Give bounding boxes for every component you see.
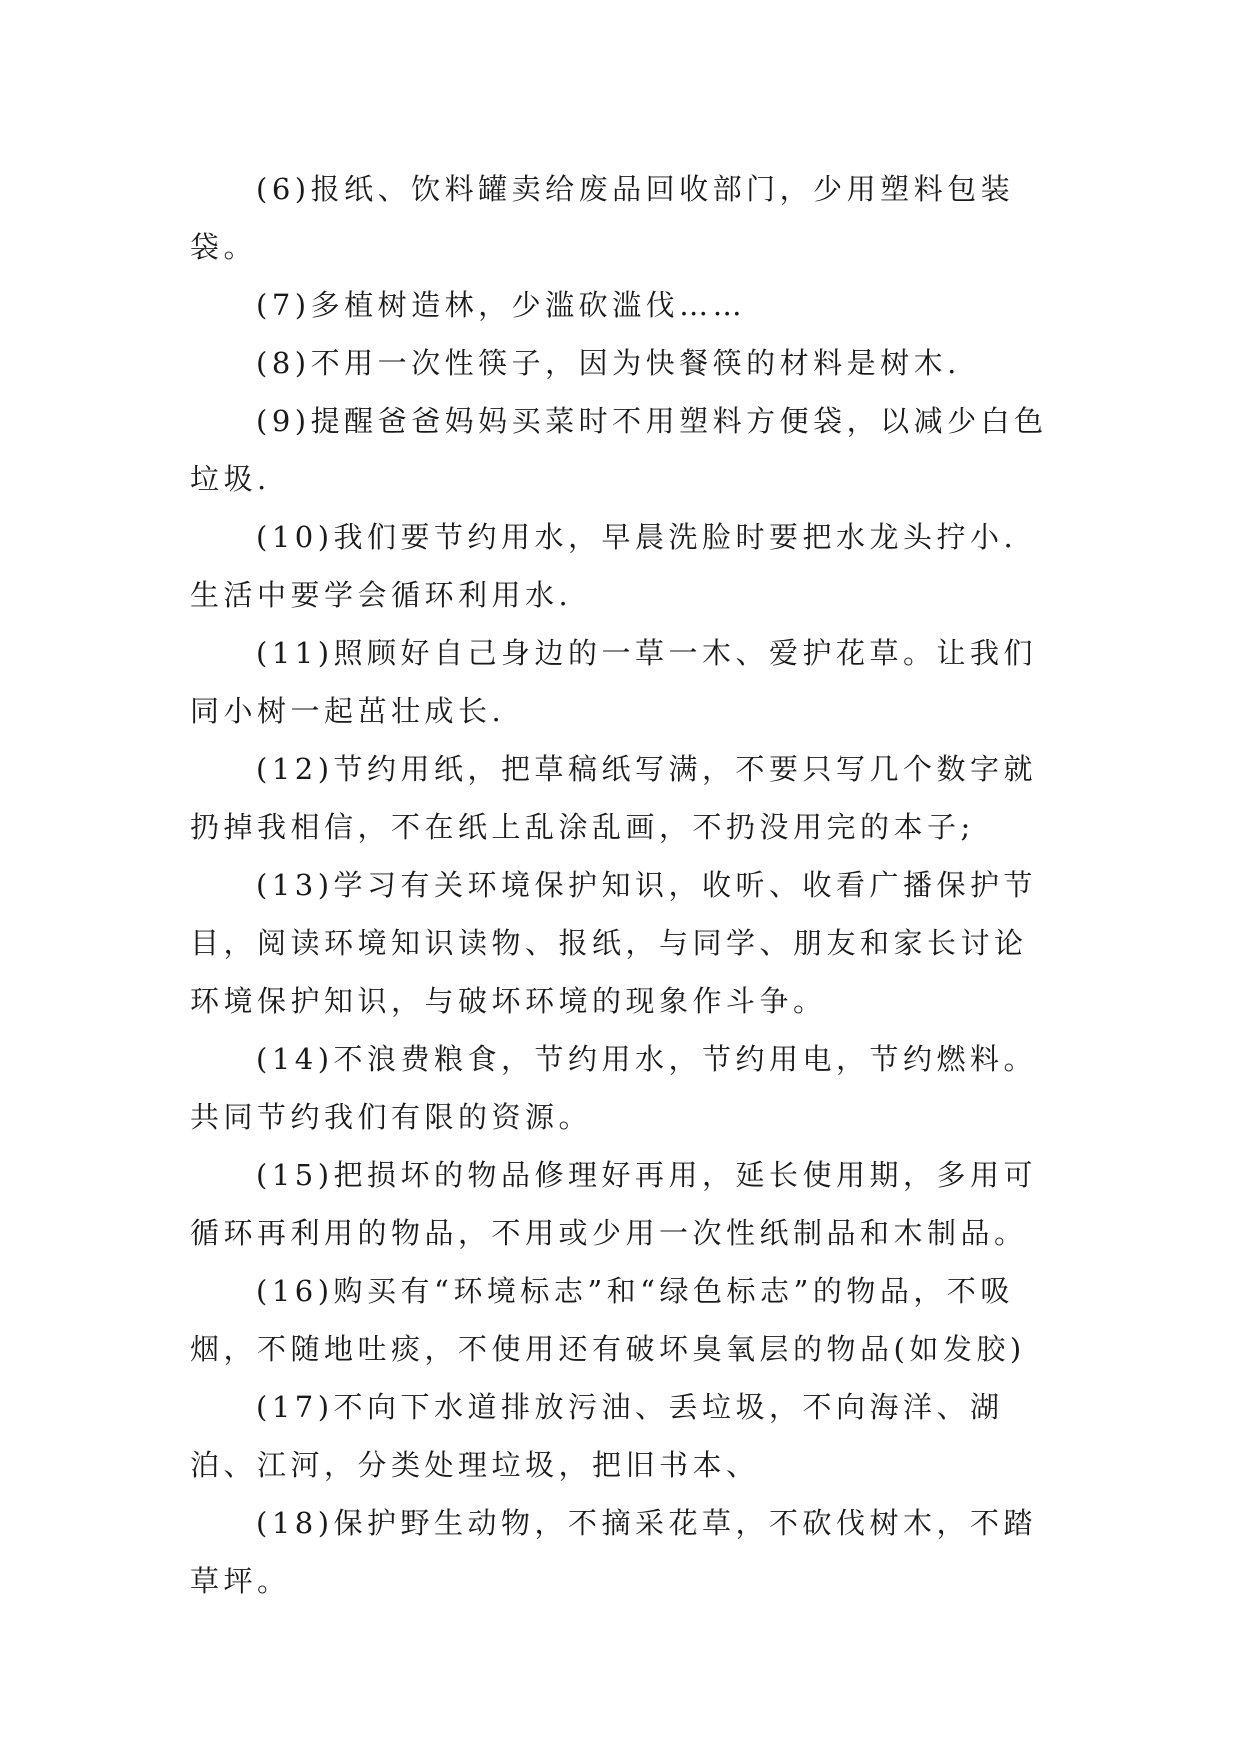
paragraph-14: (14)不浪费粮食，节约用水，节约用电，节约燃料。共同节约我们有限的资源。 — [190, 1042, 1038, 1134]
paragraph-7: (7)多植树造林，少滥砍滥伐…… — [256, 288, 747, 322]
paragraph-13: (13)学习有关环境保护知识，收听、收看广播保护节目，阅读环境知识读物、报纸，与同学、朋友和家长讨论环境保护知识，与破坏环境的现象作斗争。 — [190, 868, 1038, 1018]
paragraph-18: (18)保护野生动物，不摘采花草，不砍伐树木，不踏草坪。 — [190, 1506, 1038, 1598]
paragraph-8: (8)不用一次性筷子，因为快餐筷的材料是树木. — [256, 346, 961, 380]
paragraph-6: (6)报纸、饮料罐卖给废品回收部门，少用塑料包装袋。 — [190, 172, 1015, 264]
document-body — [190, 160, 1050, 1610]
paragraph-12: (12)节约用纸，把草稿纸写满，不要只写几个数字就扔掉我相信，不在纸上乱涂乱画，不扔没用完的本子; — [190, 752, 1038, 844]
paragraph-11: (11)照顾好自己身边的一草一木、爱护花草。让我们同小树一起茁壮成长. — [190, 636, 1038, 728]
paragraph-10: (10)我们要节约用水，早晨洗脸时要把水龙头拧小.生活中要学会循环利用水. — [190, 520, 1018, 612]
paragraph-17: (17)不向下水道排放污油、丢垃圾，不向海洋、湖泊、江河，分类处理垃圾，把旧书本、 — [190, 1390, 1004, 1482]
paragraph-15: (15)把损坏的物品修理好再用，延长使用期，多用可循环再利用的物品，不用或少用一次性纸制品和木制品。 — [190, 1158, 1038, 1250]
paragraph-16: (16)购买有“环境标志”和“绿色标志”的物品，不吸烟，不随地吐痰，不使用还有破坏臭氧层的物品(如发胶) — [190, 1274, 1026, 1366]
paragraph-9: (9)提醒爸爸妈妈买菜时不用塑料方便袋，以减少白色垃圾. — [190, 404, 1048, 496]
